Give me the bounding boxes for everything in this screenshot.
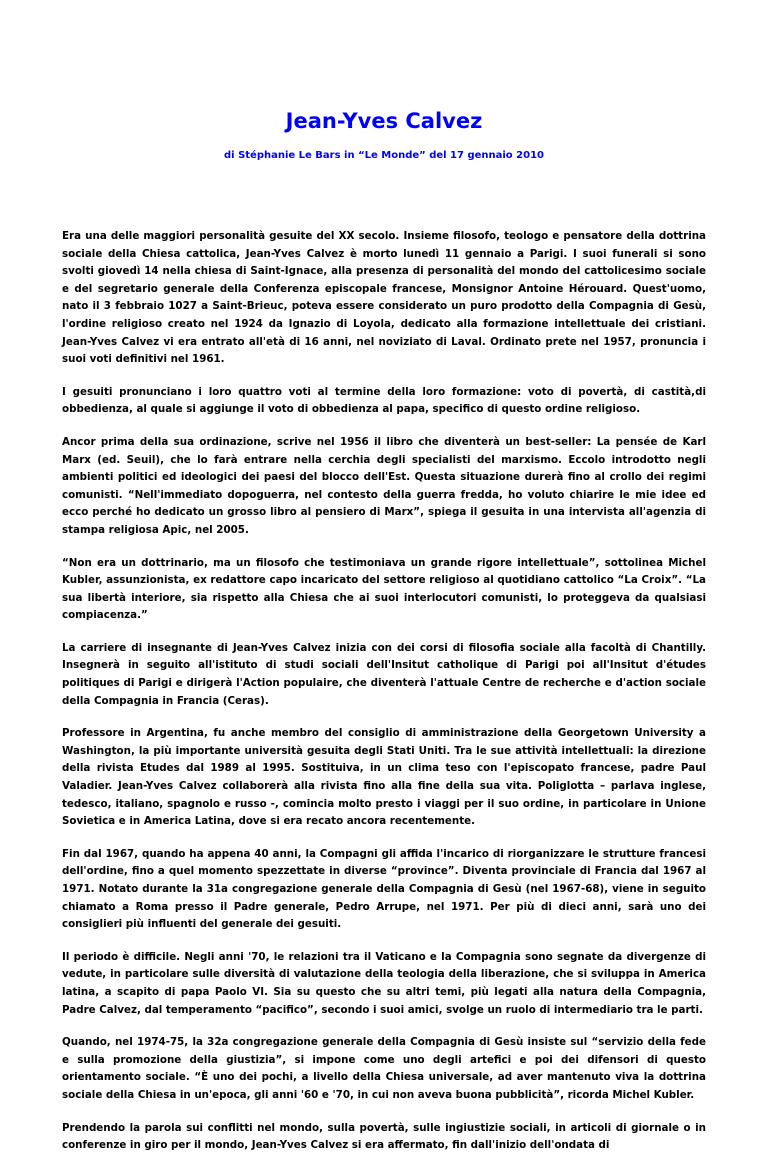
article-body <box>62 228 706 1170</box>
paragraph: I gesuiti pronunciano i loro quattro voti al termine della loro formazione: voto di povertà, di castità,di obbedienza, al quale si aggiunge il voto di obbedienza al papa, specifico di questo ordine religioso. <box>62 385 706 416</box>
paragraph: Prendendo la parola sui conflitti nel mondo, sulla povertà, sulle ingiustizie sociali, in articoli di giornale o in conferenze in giro per il mondo, Jean-Yves Calvez si era affermato, fin dall'inizio dell'ondata di <box>62 1121 706 1152</box>
paragraph: Fin dal 1967, quando ha appena 40 anni, la Compagni gli affida l'incarico di riorganizzare le strutture francesi dell'ordine, fino a quel momento spezzettate in diverse “province”. Diventa provinciale di Francia dal 1967 al 1971. Notato durante la 31a congregazione generale della Compagnia di Gesù (nel 1967-68), viene in seguito chiamato a Roma presso il Padre generale, Pedro Arrupe, nel 1971. Per più di dieci anni, sarà uno dei consiglieri più influenti del generale dei gesuiti. <box>62 847 706 931</box>
article-byline: di Stéphanie Le Bars in “Le Monde” del 17 gennaio 2010 <box>224 150 544 161</box>
paragraph: La carriere di insegnante di Jean-Yves Calvez inizia con dei corsi di filosofia sociale alla facoltà di Chantilly. Insegnerà in seguito all'istituto di studi sociali dell'Insitut catholique di Parigi poi all'Insitut d'études politiques di Parigi e dirigerà l'Action populaire, che diventerà l'attuale Centre de recherche e d'action sociale della Compagnia in Francia (Ceras). <box>62 641 706 707</box>
paragraph: Era una delle maggiori personalità gesuite del XX secolo. Insieme filosofo, teologo e pensatore della dottrina sociale della Chiesa cattolica, Jean-Yves Calvez è morto lunedì 11 gennaio a Parigi. I suoi funerali si sono svolti giovedì 14 nella chiesa di Saint-Ignace, alla presenza di personalità del mondo del cattolicesimo sociale e del segretario generale della Conferenza episcopale francese, Monsignor Antoine Hérouard. Quest'uomo, nato il 3 febbraio 1027 a Saint-Brieuc, poteva essere considerato un puro prodotto della Compagnia di Gesù, l'ordine religioso creato nel 1924 da Ignazio di Loyola, dedicato alla formazione intellettuale dei cristiani. Jean-Yves Calvez vi era entrato all'età di 16 anni, nel noviziato di Laval. Ordinato prete nel 1957, pronuncia i suoi voti definitivi nel 1961. <box>62 230 706 366</box>
article-title: Jean-Yves Calvez <box>285 109 483 133</box>
paragraph: Professore in Argentina, fu anche membro del consiglio di amministrazione della Georgetown University a Washington, la più importante università gesuita degli Stati Uniti. Tra le sue attività intellettuali: la direzione della rivista Etudes dal 1989 al 1995. Sostituiva, in un clima teso con l'episcopato francese, padre Paul Valadier. Jean-Yves Calvez collaborerà alla rivista fino alla fine della sua vita. Poliglotta – parlava inglese, tedesco, italiano, spagnolo e russo -, comincia molto presto i viaggi per il suo ordine, in particolare in Unione Sovietica e in America Latina, dove si era recato ancora recentemente. <box>62 727 706 828</box>
paragraph: Quando, nel 1974-75, la 32a congregazione generale della Compagnia di Gesù insiste sul “servizio della fede e sulla promozione della giustizia”, si impone come uno degli artefici e poi dei difensori di questo orientamento sociale. “È uno dei pochi, a livello della Chiesa universale, ad aver mantenuto viva la dottrina sociale della Chiesa in un'epoca, gli anni '60 e '70, in cui non aveva buona pubblicità”, ricorda Michel Kubler. <box>62 1036 706 1101</box>
paragraph: “Non era un dottrinario, ma un filosofo che testimoniava un grande rigore intellettuale”, sottolinea Michel Kubler, assunzionista, ex redattore capo incaricato del settore religioso al quotidiano cattolico “La Croix”. “La sua libertà interiore, sia rispetto alla Chiesa che ai suoi interlocutori comunisti, lo proteggeva da qualsiasi compiacenza.” <box>62 556 706 622</box>
paragraph: Ancor prima della sua ordinazione, scrive nel 1956 il libro che diventerà un best-seller: La pensée de Karl Marx (ed. Seuil), che lo farà entrare nella cerchia degli specialisti del marxismo. Eccolo introdotto negli ambienti politici ed ideologici dei paesi del blocco dell'Est. Questa situazione durerà fino al crollo dei regimi comunisti. “Nell'immediato dopoguerra, nel contesto della guerra fredda, ho voluto chiarire le mie idee ed ecco perché ho dedicato un grosso libro al pensiero di Marx”, spiega il gesuita in una intervista all'agenzia di stampa religiosa Apic, nel 2005. <box>62 435 706 536</box>
paragraph: Il periodo è difficile. Negli anni '70, le relazioni tra il Vaticano e la Compagnia sono segnate da divergenze di vedute, in particolare sulle diversità di valutazione della teologia della liberazione, che si sviluppa in America latina, a scapito di papa Paolo VI. Sia su questo che su altri temi, più legati alla natura della Compagnia, Padre Calvez, dal temperamento “pacifico”, secondo i suoi amici, svolge un ruolo di intermediario tra le parti. <box>62 950 706 1016</box>
